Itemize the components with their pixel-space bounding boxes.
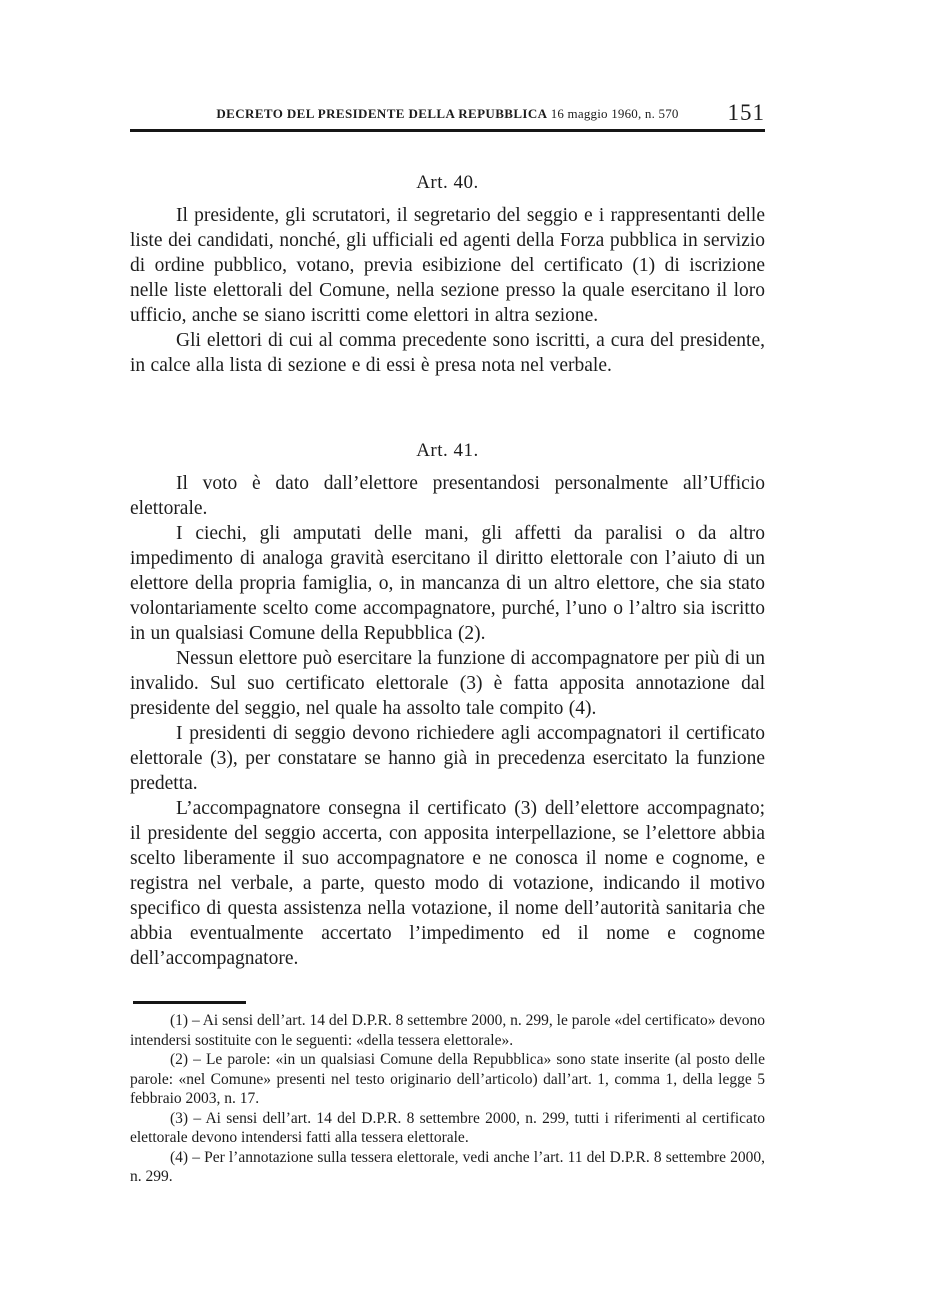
- article-41-paragraph-4: I presidenti di seggio devono richiedere agli accompagnatori il certificato elettorale (3), per constatare se hanno già in precedenza esercitato la funzione predetta.: [130, 723, 765, 794]
- footnote-3: (3) – Ai sensi dell’art. 14 del D.P.R. 8 settembre 2000, n. 299, tutti i riferimenti al certificato elettorale devono intendersi fatti alla tessera elettorale.: [130, 1109, 765, 1146]
- footnote-separator: [133, 1001, 246, 1004]
- article-40-paragraph-1: Il presidente, gli scrutatori, il segretario del seggio e i rappresentanti delle liste dei candidati, nonché, gli ufficiali ed agenti della Forza pubblica in servizio di ordine pubblico, votano, previa esibizione del certificato (1) di iscrizione nelle liste elettorali del Comune, nella sezione presso la quale esercitano il loro ufficio, anche se siano iscritti come elettori in altra sezione.: [130, 205, 765, 326]
- article-41: [130, 440, 765, 971]
- article-40-heading: Art. 40.: [416, 172, 479, 193]
- footnote-1: (1) – Ai sensi dell’art. 14 del D.P.R. 8 settembre 2000, n. 299, le parole «del certificato» devono intendersi sostituite con le seguenti: «della tessera elettorale».: [130, 1012, 765, 1049]
- footnote-2: (2) – Le parole: «in un qualsiasi Comune della Repubblica» sono state inserite (al posto delle parole: «nel Comune» presenti nel testo originario dell’articolo) dall’art. 1, comma 1, della legge 5 febbraio 2003, n. 17.: [130, 1051, 765, 1107]
- footnote-4: (4) – Per l’annotazione sulla tessera elettorale, vedi anche l’art. 11 del D.P.R. 8 settembre 2000, n. 299.: [130, 1148, 765, 1185]
- article-40: [130, 172, 765, 378]
- page-number: 151: [727, 100, 765, 125]
- article-41-paragraph-3: Nessun elettore può esercitare la funzione di accompagnatore per più di un invalido. Sul suo certificato elettorale (3) è fatta apposita annotazione dal presidente del seggio, nel quale ha assolto tale compito (4).: [130, 648, 765, 719]
- article-41-paragraph-1: Il voto è dato dall’elettore presentandosi personalmente all’Ufficio elettorale.: [130, 473, 765, 519]
- article-41-paragraph-5: L’accompagnatore consegna il certificato (3) dell’elettore accompagnato; il presidente del seggio accerta, con apposita interpellazione, se l’elettore abbia scelto liberamente il suo accompagnatore e ne conosca il nome e cognome, e registra nel verbale, a parte, questo modo di votazione, indicando il motivo specifico di questa assistenza nella votazione, il nome dell’autorità sanitaria che abbia eventualmente accertato l’impedimento ed il nome e cognome dell’accompagnatore.: [130, 798, 765, 969]
- footnotes: [130, 1011, 765, 1187]
- header-rule: [130, 129, 765, 132]
- running-title-date: 16 maggio 1960, n. 570: [550, 106, 679, 121]
- article-40-paragraph-2: Gli elettori di cui al comma precedente sono iscritti, a cura del presidente, in calce alla lista di sezione e di essi è presa nota nel verbale.: [130, 330, 765, 376]
- article-41-paragraph-2: I ciechi, gli amputati delle mani, gli affetti da paralisi o da altro impedimento di analoga gravità esercitano il diritto elettorale con l’aiuto di un elettore della propria famiglia, o, in mancanza di un altro elettore, che sia stato volontariamente scelto come accompagnatore, purché, l’uno o l’altro sia iscritto in un qualsiasi Comune della Repubblica (2).: [130, 523, 765, 644]
- running-title: DECRETO DEL PRESIDENTE DELLA REPUBBLICA: [216, 106, 548, 121]
- article-41-heading: Art. 41.: [416, 440, 479, 461]
